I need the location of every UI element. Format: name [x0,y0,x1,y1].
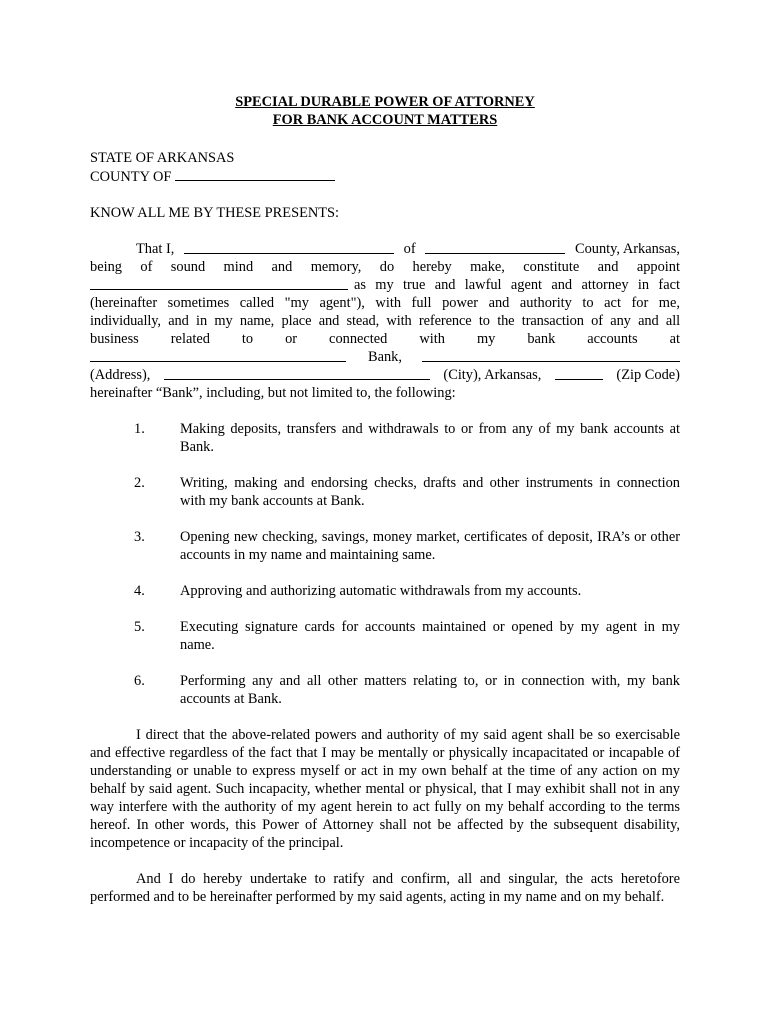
incapacity-paragraph: I direct that the above-related powers and authority of my said agent shall be so exercisable and effective regardless of the fact that I may be mentally or physically incapacitated or incapable of understanding or unable to express myself or act in my own behalf at the time of any action on my behalf by said agent. Such incapacity, whether mental or physical, that I may exhibit shall not in any way interfere with the authority of my agent herein to act fully on my behalf according to the terms hereof. In other words, this Power of Attorney shall not be affected by the subsequent disability, incompetence or incapacity of the principal. [90,727,680,851]
list-item-text: Performing any and all other matters relating to, or in connection with, my bank accounts at Bank. [180,673,680,707]
county-name-blank[interactable] [425,240,565,254]
document-title [90,93,680,129]
county-blank[interactable] [175,167,335,181]
intro-line-6 [90,330,680,348]
list-item-text: Making deposits, transfers and withdrawals to or from any of my bank accounts at Bank. [180,421,680,455]
intro-line-8 [90,366,680,384]
intro-line-4-text: (hereinafter sometimes called "my agent"), with full power and authority to act for me, [90,295,680,311]
county-arkansas-text: County, Arkansas, [574,241,680,257]
list-item-text: Approving and authorizing automatic withdrawals from my accounts. [180,583,582,599]
state-line: STATE OF ARKANSAS [90,150,235,166]
county-line [90,167,680,186]
city-label: (City), Arkansas, [443,367,542,383]
list-item [90,582,680,600]
list-item [90,474,680,510]
list-item [90,420,680,456]
address-label: (Address), [90,367,151,383]
that-i-text: That I, [136,241,175,257]
intro-line-1 [90,240,680,258]
list-item-text: Writing, making and endorsing checks, drafts and other instruments in connection with my bank accounts at Bank. [180,475,680,509]
list-item-number: 4. [134,583,145,599]
intro-line-6-text: business related to or connected with my bank accounts at [90,331,680,347]
intro-line-4 [90,294,680,312]
agent-name-blank[interactable] [90,276,348,290]
intro-line-9: hereinafter “Bank”, including, but not limited to, the following: [90,385,456,401]
list-item-text: Opening new checking, savings, money market, certificates of deposit, IRA’s or other accounts in my name and maintaining same. [180,529,680,563]
county-label: COUNTY OF [90,169,172,185]
list-item-number: 5. [134,619,145,635]
agent-text: as my true and lawful agent and attorney in fact [354,277,680,293]
list-item [90,528,680,564]
intro-paragraph [90,240,680,402]
title-line-1: SPECIAL DURABLE POWER OF ATTORNEY [235,94,535,110]
list-item-number: 1. [134,421,145,437]
intro-line-5-text: individually, and in my name, place and stead, with reference to the transaction of any and all [90,313,680,329]
list-item [90,672,680,708]
bank-text: Bank, [368,349,402,365]
powers-list [90,420,680,708]
intro-line-2-text: being of sound mind and memory, do hereby make, constitute and appoint [90,259,680,275]
intro-line-7 [90,348,680,366]
list-item-number: 2. [134,475,145,491]
title-line-2: FOR BANK ACCOUNT MATTERS [272,112,498,128]
principal-name-blank[interactable] [184,240,394,254]
know-all-line: KNOW ALL ME BY THESE PRESENTS: [90,205,340,221]
bank-address-blank[interactable] [422,348,680,362]
intro-line-3 [90,276,680,294]
venue-block [90,149,680,186]
zip-blank[interactable] [555,366,603,380]
intro-line-2 [90,258,680,276]
list-item [90,618,680,654]
intro-line-5 [90,312,680,330]
bank-name-blank[interactable] [90,348,346,362]
zip-label: (Zip Code) [616,367,680,383]
list-item-number: 6. [134,673,145,689]
list-item-text: Executing signature cards for accounts maintained or opened by my agent in my name. [180,619,680,653]
document-page [90,93,680,906]
city-blank[interactable] [164,366,430,380]
ratify-paragraph: And I do hereby undertake to ratify and confirm, all and singular, the acts heretofore performed and to be hereinafter performed by my said agents, acting in my name and on my behalf. [90,871,680,905]
of-text: of [403,241,416,257]
list-item-number: 3. [134,529,145,545]
